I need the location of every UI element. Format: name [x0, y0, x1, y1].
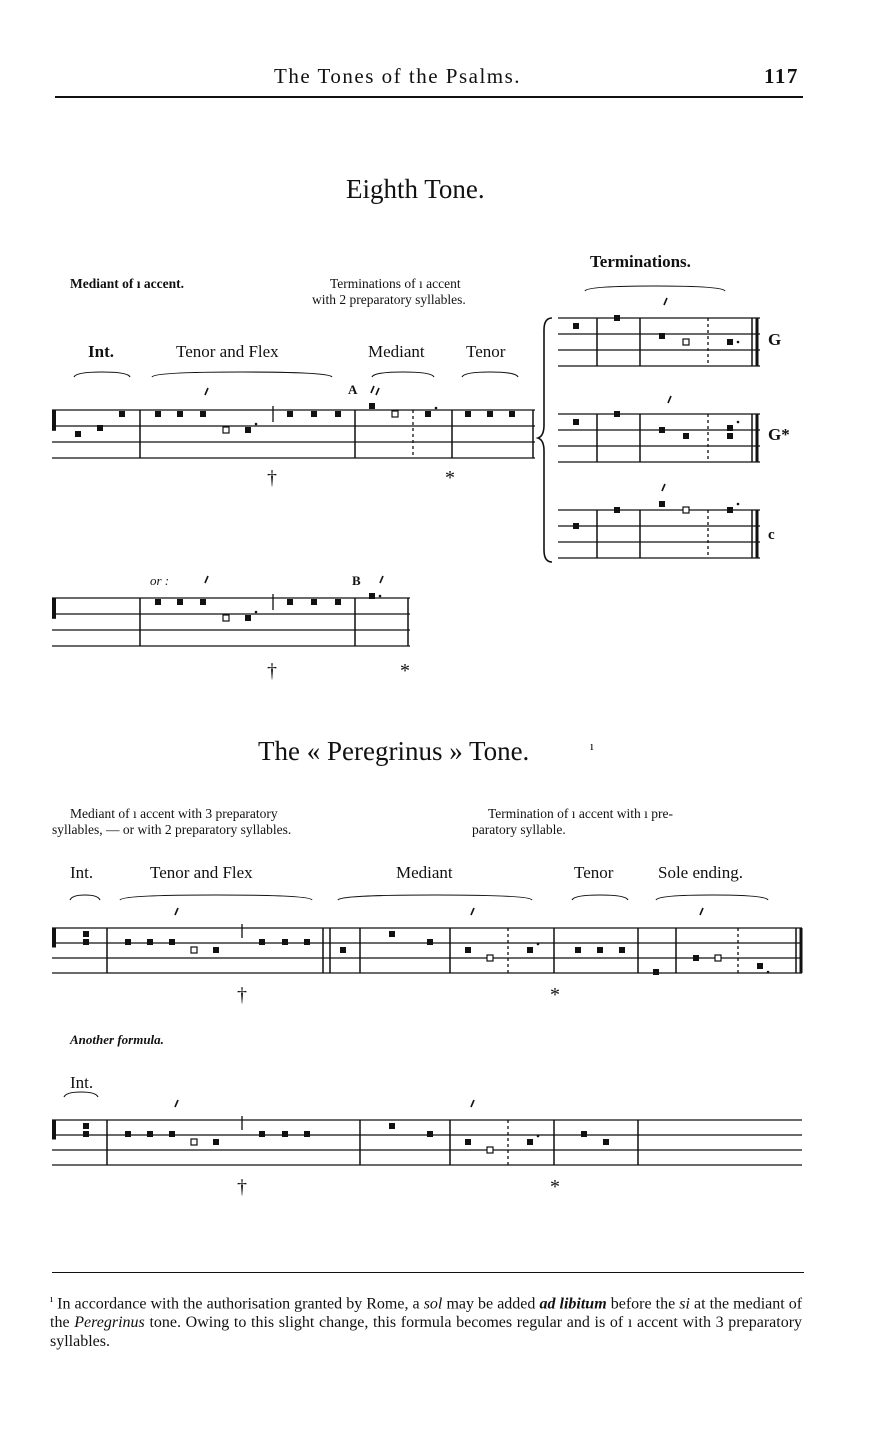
- peregrinus-label-sole-ending: Sole ending.: [658, 863, 743, 882]
- neume: [200, 411, 206, 417]
- neume: [83, 1131, 89, 1137]
- neume: [169, 1131, 175, 1137]
- neume: [83, 931, 89, 937]
- eighth-label-int: Int.: [88, 342, 114, 361]
- brace: [585, 286, 725, 291]
- peregrinus-label-mediant: Mediant: [396, 863, 453, 882]
- neume: [727, 507, 733, 513]
- footnote-text-3: before the: [610, 1295, 676, 1313]
- peregrinus-footnote-ref: ı: [590, 738, 594, 753]
- eighth-label-tenor-flex: Tenor and Flex: [176, 342, 279, 361]
- neume-hollow: [715, 955, 721, 961]
- eighth-mark-or: or :: [150, 573, 170, 588]
- mora-dot: [537, 1135, 540, 1138]
- neume: [369, 403, 375, 409]
- neume-hollow: [683, 339, 689, 345]
- neume: [83, 939, 89, 945]
- brace: [74, 372, 130, 377]
- neume: [119, 411, 125, 417]
- neume-hollow: [191, 947, 197, 953]
- neume: [527, 947, 533, 953]
- neume: [573, 419, 579, 425]
- neume: [659, 501, 665, 507]
- neume: [340, 947, 346, 953]
- neume: [311, 599, 317, 605]
- neume-hollow: [191, 1139, 197, 1145]
- accent-mark: [175, 1100, 178, 1107]
- accent-mark: [205, 388, 208, 395]
- peregrinus-dagger-2: †: [237, 1176, 247, 1198]
- neume: [614, 411, 620, 417]
- footnote-marker: ı: [50, 1293, 54, 1305]
- neume: [653, 969, 659, 975]
- neume: [509, 411, 515, 417]
- clef: [52, 598, 56, 619]
- clef: [52, 410, 56, 431]
- neume: [200, 599, 206, 605]
- termination-letter-c: c: [768, 527, 775, 543]
- peregrinus-asterisk-1: *: [550, 984, 560, 1006]
- peregrinus-label-tenor-flex: Tenor and Flex: [150, 863, 253, 882]
- neume: [177, 599, 183, 605]
- eighth-asterisk-2: *: [400, 660, 410, 682]
- page-number: 117: [764, 64, 799, 88]
- mora-dot: [435, 407, 438, 410]
- footnote-peregrinus: Peregrinus: [74, 1314, 145, 1332]
- neume: [597, 947, 603, 953]
- eighth-caption-mid-2: with 2 preparatory syllables.: [312, 292, 466, 307]
- accent-mark: [471, 908, 474, 915]
- brace: [152, 372, 332, 377]
- neume: [369, 593, 375, 599]
- accent-mark: [662, 484, 665, 491]
- brace: [120, 895, 312, 900]
- neume: [287, 411, 293, 417]
- footnote-sol: sol: [423, 1295, 443, 1313]
- mora-dot: [255, 423, 258, 426]
- brace: [462, 372, 518, 377]
- neume: [727, 433, 733, 439]
- accent-mark: [471, 1100, 474, 1107]
- neume: [155, 599, 161, 605]
- peregrinus-caption-right-2: paratory syllable.: [472, 822, 566, 837]
- footnote-text-4: at the mediant of the: [50, 1295, 803, 1332]
- brace: [338, 895, 532, 900]
- accent-mark: [175, 908, 178, 915]
- neume-hollow: [487, 1147, 493, 1153]
- footnote-text-2: may be added: [446, 1295, 536, 1313]
- neume: [693, 955, 699, 961]
- eighth-mark-a: A: [348, 382, 358, 397]
- clef: [52, 1120, 56, 1140]
- terminations-heading: Terminations.: [590, 252, 691, 271]
- clef: [52, 928, 56, 948]
- neume: [575, 947, 581, 953]
- mora-dot: [737, 421, 740, 424]
- neume: [304, 939, 310, 945]
- eighth-mark-b: B: [352, 573, 361, 588]
- neume-hollow: [223, 615, 229, 621]
- termination-letter-g-star: G*: [768, 425, 790, 444]
- peregrinus-title: The « Peregrinus » Tone.: [258, 736, 530, 766]
- accent-mark: [371, 386, 374, 393]
- neume: [425, 411, 431, 417]
- neume: [282, 939, 288, 945]
- footnote-si: si: [679, 1295, 690, 1313]
- neume: [259, 939, 265, 945]
- neume: [727, 425, 733, 431]
- eighth-caption-left: Mediant of ı accent.: [70, 276, 184, 291]
- brace: [70, 895, 100, 900]
- mora-dot: [767, 971, 770, 974]
- neume: [465, 947, 471, 953]
- neume: [125, 939, 131, 945]
- eighth-dagger-1: †: [267, 467, 277, 489]
- neume: [335, 411, 341, 417]
- running-title: The Tones of the Psalms.: [274, 64, 522, 88]
- neume: [603, 1139, 609, 1145]
- footnote-text-1: In accordance with the authorisation granted by Rome, a: [57, 1295, 420, 1313]
- eighth-tone-title: Eighth Tone.: [346, 174, 485, 204]
- neume: [659, 333, 665, 339]
- peregrinus-label-int: Int.: [70, 863, 94, 882]
- neume: [614, 315, 620, 321]
- accent-mark: [205, 576, 208, 583]
- neume-hollow: [223, 427, 229, 433]
- neume: [147, 939, 153, 945]
- accent-mark: [376, 388, 379, 395]
- neume: [389, 931, 395, 937]
- peregrinus-label-int-2: Int.: [70, 1073, 94, 1092]
- eighth-label-mediant: Mediant: [368, 342, 425, 361]
- neume: [727, 339, 733, 345]
- neume: [335, 599, 341, 605]
- mora-dot: [737, 341, 740, 344]
- eighth-dagger-2: †: [267, 660, 277, 682]
- neume: [581, 1131, 587, 1137]
- footnote-ad-libitum: ad libitum: [539, 1295, 607, 1313]
- neume: [573, 523, 579, 529]
- brace: [572, 895, 628, 900]
- mora-dot: [379, 595, 382, 598]
- eighth-caption-mid-1: Terminations of ı accent: [330, 276, 461, 291]
- peregrinus-dagger-1: †: [237, 984, 247, 1006]
- neume: [125, 1131, 131, 1137]
- neume-hollow: [392, 411, 398, 417]
- another-formula: Another formula.: [70, 1032, 164, 1047]
- mora-dot: [537, 943, 540, 946]
- mora-dot: [255, 611, 258, 614]
- neume: [259, 1131, 265, 1137]
- peregrinus-caption-left-1: Mediant of ı accent with 3 preparatory: [70, 806, 278, 821]
- neume: [659, 427, 665, 433]
- brace: [372, 372, 434, 377]
- neume: [287, 599, 293, 605]
- neume: [311, 411, 317, 417]
- neume: [527, 1139, 533, 1145]
- neume: [619, 947, 625, 953]
- neume: [282, 1131, 288, 1137]
- peregrinus-caption-left-2: syllables, — or with 2 preparatory syllables.: [52, 822, 292, 837]
- neume: [177, 411, 183, 417]
- neume: [75, 431, 81, 437]
- accent-mark: [668, 396, 671, 403]
- peregrinus-caption-right-1: Termination of ı accent with ı pre-: [488, 806, 673, 821]
- neume: [155, 411, 161, 417]
- accent-mark: [664, 298, 667, 305]
- neume: [213, 1139, 219, 1145]
- neume: [757, 963, 763, 969]
- eighth-label-tenor: Tenor: [466, 342, 506, 361]
- neume: [487, 411, 493, 417]
- neume-hollow: [487, 955, 493, 961]
- neume: [427, 1131, 433, 1137]
- terminations-bracket: [538, 318, 552, 562]
- neume: [427, 939, 433, 945]
- peregrinus-asterisk-2: *: [550, 1176, 560, 1198]
- neume: [83, 1123, 89, 1129]
- neume: [614, 507, 620, 513]
- neume-hollow: [683, 507, 689, 513]
- neume: [389, 1123, 395, 1129]
- neume: [245, 427, 251, 433]
- brace: [64, 1092, 98, 1097]
- eighth-asterisk-1: *: [445, 467, 455, 489]
- neume: [169, 939, 175, 945]
- mora-dot: [737, 503, 740, 506]
- neume: [304, 1131, 310, 1137]
- neume: [245, 615, 251, 621]
- neume: [683, 433, 689, 439]
- termination-letter-g: G: [768, 330, 782, 349]
- accent-mark: [380, 576, 383, 583]
- neume: [465, 411, 471, 417]
- neume: [465, 1139, 471, 1145]
- neume: [147, 1131, 153, 1137]
- neume: [573, 323, 579, 329]
- peregrinus-label-tenor: Tenor: [574, 863, 614, 882]
- brace: [656, 895, 768, 900]
- neume: [97, 425, 103, 431]
- neume: [213, 947, 219, 953]
- footnote-text-5: tone. Owing to this slight change, this formula becomes regular and is of ı accent with 3 preparatory syllables.: [50, 1314, 803, 1351]
- accent-mark: [700, 908, 703, 915]
